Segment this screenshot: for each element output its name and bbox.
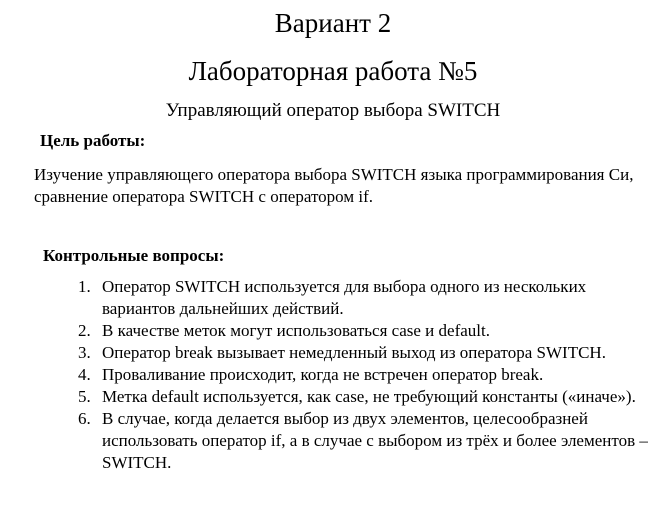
question-number: 3. — [78, 343, 91, 362]
lab-title: Лабораторная работа №5 — [188, 56, 478, 86]
question-text: Оператор break вызывает немедленный выход из оператора SWITCH. — [102, 343, 606, 362]
question-text: Метка default используется, как case, не требующий константы («иначе»). — [102, 387, 636, 406]
question-number: 4. — [78, 365, 91, 384]
question-item-4 — [78, 364, 658, 386]
variant-title: Вариант 2 — [274, 8, 392, 38]
questions-list — [78, 276, 658, 474]
question-item-5 — [78, 386, 658, 408]
question-text: Проваливание происходит, когда не встречен оператор break. — [102, 365, 544, 384]
question-item-2 — [78, 320, 658, 342]
question-number: 5. — [78, 387, 91, 406]
question-text: В качестве меток могут использоваться case и default. — [102, 321, 490, 340]
question-text: В случае, когда делается выбор из двух элементов, целесообразней использовать оператор if, а в случае с выбором из трёх и более элементов – SWITCH. — [102, 409, 648, 472]
question-number: 6. — [78, 409, 91, 428]
question-item-1 — [78, 276, 658, 320]
goal-text: Изучение управляющего оператора выбора SWITCH языка программирования Си, сравнение оператора SWITCH с оператором if. — [34, 165, 634, 206]
question-number: 2. — [78, 321, 91, 340]
question-number: 1. — [78, 277, 91, 296]
question-text: Оператор SWITCH используется для выбора одного из нескольких вариантов дальнейших действий. — [102, 277, 587, 318]
topic-subtitle: Управляющий оператор выбора SWITCH — [165, 100, 501, 121]
questions-heading: Контрольные вопросы: — [43, 246, 225, 265]
goal-heading: Цель работы: — [40, 131, 146, 150]
question-item-3 — [78, 342, 658, 364]
question-item-6 — [78, 408, 658, 474]
